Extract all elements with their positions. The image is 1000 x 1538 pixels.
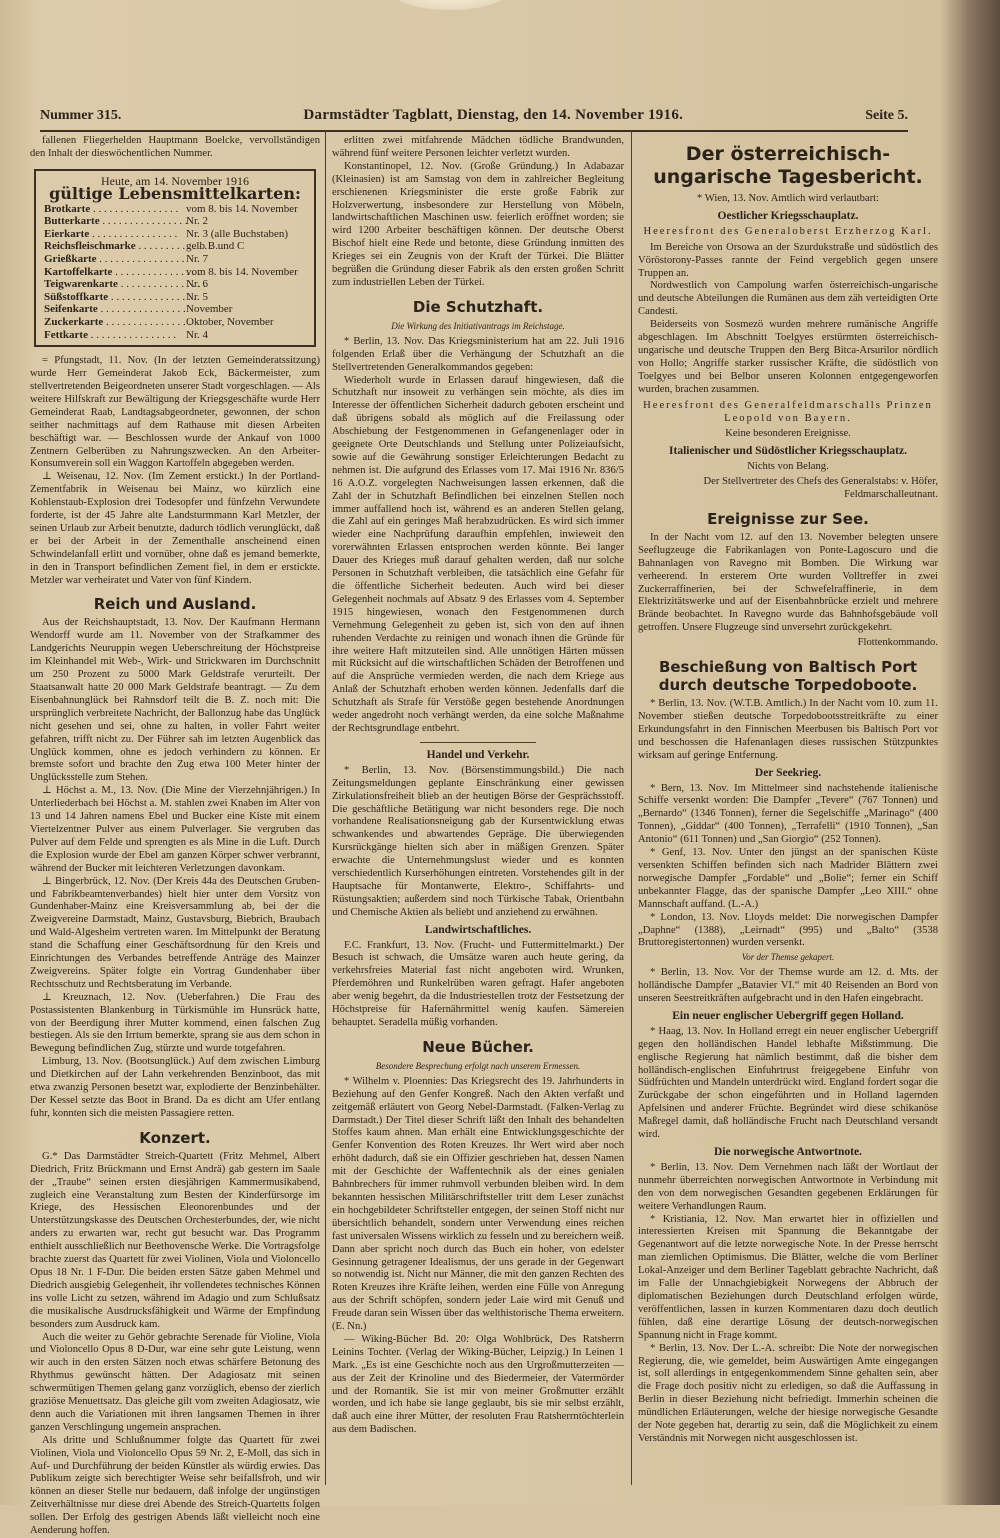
column-divider [325,130,326,1485]
subheading: Heeresfront des Generalfeldmarschalls Prinzen Leopold von Bayern. [643,399,933,424]
card-validity: Nr. 2 [186,215,208,228]
ration-card-row [44,215,306,228]
subheading: Der Seekrieg. [754,766,822,779]
ration-card-row [44,228,306,241]
card-validity: Oktober, November [186,315,274,328]
section-heading: Neue Bücher. [422,1037,534,1056]
article-paragraph: Beiderseits von Sosmezö wurden mehrere rumänische Angriffe abgeschlagen. Im Abschnitt Toelgyes erstürmten österreichisch-ungarische und deutsche Truppen den Berg Bitca-Arsurilor nördlich von Hollo; Angriffe starker russischer Kräfte, die südöstlich von Toelgyes und bei Belbor unseren Kolonnen entgegengeworfen wurden, brachen zusammen. [638,319,938,395]
article-paragraph: * Berlin, 13. Nov. Dem Vernehmen nach läßt der Wortlaut der nunmehr überreichten norwegischen Antwortnote in Verbindung mit den von dem norwegischen Gesandten gegebenen Erklärungen für weitere Verhandlungen Raum. [638,1161,938,1212]
subheading: Handel und Verkehr. [426,748,530,761]
section-rule [420,742,537,743]
card-name: Teigwarenkarte . . . [44,278,186,291]
section-heading: Die Schutzhaft. [412,297,544,316]
article-paragraph: ⊥ Kreuznach, 12. Nov. (Ueberfahren.) Die Frau des Postassistenten Blankenburg in Türkismühle im Hunsrück hatte, von der Beerdigung ihrer Mutter kommend, einen falschen Zug bestiegen. Als sie den Irrtum bemerkte, sprang sie aus dem schon in Bewegung befindlichen Zug, stürzte und wurde totgefahren. [30,991,320,1055]
article-paragraph: Im Bereiche von Orsowa an der Szurdukstraße und südöstlich des Vöröstorony-Passes rannte der Feind vergeblich gegen unsere Truppen an. [638,241,938,279]
card-validity: Nr. 5 [186,290,208,303]
section-heading: Der österreichisch-ungarische Tagesbericht. [653,143,923,188]
card-validity: gelb B und C [186,240,245,253]
ration-card-row [44,253,306,266]
card-validity: vom 8. bis 14. November [186,265,298,278]
column-1 [30,135,320,1537]
subheading: Italienischer und Südöstlicher Kriegsschauplatz. [669,445,907,458]
card-validity: Nr. 7 [186,253,208,265]
article-paragraph: * Bern, 13. Nov. Im Mittelmeer sind nachstehende italienische Schiffe versenkt worden: Die Dampfer „Tevere“ (767 Tonnen) und „Bernardo“ (1346 Tonnen), ferner die Segelschiffe „Marinago“ (400 Tonnen), „Giddar“ (400 Tonnen), „Terrafelli“ (1910 Tonnen), „San Antonio“ (611 Tonnen) und „San Giorgio“ (252 Tonnen). [638,782,938,846]
article-paragraph: = Pfungstadt, 11. Nov. (In der letzten Gemeinderatssitzung) wurde Herr Gemeinderat Jakob Eck, Bäckermeister, zum stellvertretenden Beigeordneten unserer Stadt vorgeschlagen. — Als weitere Hilfskraft zur Bewältigung der Kriegsgeschäfte wurde Herr Gemeinderat Raab, Landtagsabgeordneter, gewonnen, der schon seither nachmittags auf dem Rathause mit diesen Arbeiten beschäftigt war. — Beschlossen wurde der Ankauf von 1000 Zentnern Gelberüben zu Nahrungszwecken. An den Arbeiter-Konsumverein soll ein Waggon Kartoffeln abgegeben werden. [30,355,320,470]
article-paragraph: Wiederholt wurde in Erlassen darauf hingewiesen, daß die Schutzhaft nur insoweit zu verhängen sein möchte, als dies im Interesse der öffentlichen Sicherheit dadurch geboten erscheint und daß übrigens sobald als möglich auf die Freilassung oder Abschiebung der Festgenommenen in Gefangenenlager oder in geeignete Orte Deutschlands und Stellung unter Polizeiaufsicht, sowie auf die Gewährung sonstiger Erleichterungen Bedacht zu nehmen ist. Die aufgrund des Erlasses vom 17. Mai 1916 Nr. 836/5 16 A.O.Z. vorgelegten Nachweisungen lassen erkennen, daß die Zahl der in Schutzhaft Befindlichen bei einzelnen Stellen noch immer auffallend hoch ist, während es an anderen Stellen gelang, die Zahl auf ein geringes Maß herabzudrücken. Es wird sich immer wieder eine Nachprüfung daraufhin empfehlen, inwieweit den vorerwähnten Erlassen entsprochen werden könnte. Bei langer Dauer des Krieges muß darauf gehalten werden, daß nur solche Personen in Schutzhaft verbleiben, die tatsächlich eine Gefahr für die öffentliche Sicherheit bedeuten. Auch wird bei dieser Gelegenheit nochmals auf Absatz 9 des Erlasses vom 4. September 1915 hingewiesen, wonach den Festgenommenen durch Vernehmung Gelegenheit zu geben ist, sich von den auf ihnen ruhenden Verdachte zu reinigen und wonach ihnen die Gründe für ihre weitere Haft mitzuteilen sind. Alle unnötigen Härten müssen mit Rücksicht auf die wirtschaftlichen Schäden der Betroffenen und auf die Ansprüche vermieden werden, die nach dem Kriege aus Anlaß der Schutzhaft erhoben werden können. Jedenfalls darf die Schutzhaft als Strafe für Verstöße gegen bestehende Anordnungen weder angedroht noch verhängt werden, da eine solche Maßnahme der Rechtsgrundlage entbehrt. [332,374,624,734]
article-paragraph: fallenen Fliegerhelden Hauptmann Boelcke, vervollständigen den Inhalt der dieswöchentlichen Nummer. [30,135,320,159]
box-date: Heute, am 14. November 1916 [101,173,249,188]
ration-card-row [44,316,306,329]
section-heading: Beschießung von Baltisch Port durch deutsche Torpedoboote. [658,658,918,695]
ration-cards-box [34,169,316,347]
subheading: Ein neuer englischer Uebergriff gegen Holland. [672,1009,904,1022]
section-heading: Reich und Ausland. [93,595,257,614]
ration-card-row [44,329,306,342]
article-paragraph: Nordwestlich von Campolung warfen österreichisch-ungarische und deutsche Abteilungen die Rumänen aus dem zäh verteidigten Orte Candesti. [638,280,938,318]
subheading: Vor der Themse gekapert. [741,952,835,963]
article-paragraph: F.C. Frankfurt, 13. Nov. (Frucht- und Futtermittelmarkt.) Der Besuch ist schwach, die Umsätze waren auch heute gering, da verkehrsfreies Material fast nicht angeboten wird. Wrunken, Pferdemöhren und Runkelrüben waren gefragt. Hafer angeboten aber wenig begehrt, da die Industriestellen trotz der Festsetzung der Höchstpreise für Hafernährmittel wenig kaufen. Sämereien behauptet. Seradella müßig vorhanden. [332,939,624,1028]
article-paragraph: erlitten zwei mitfahrende Mädchen tödliche Brandwunden, während fünf weitere Personen leichter verletzt wurden. [332,135,624,159]
article-paragraph: * Wilhelm v. Ploennies: Das Kriegsrecht des 19. Jahrhunderts in Beziehung auf den Genfer Kongreß. Nach den Akten verfaßt und zeitgemäß erläutert von Georg Nebel-Darmstadt. (Falken-Verlag zu Darmstadt.) Der Titel dieser Schrift läßt den Inhalt des behandelten Stoffes kaum ahnen. Man erhält eine Entwicklungsgeschichte der Genfer Konvention des Roten Kreuzes. Ihr Wert wird aber noch erhöht dadurch, daß sie ein Offizier geschrieben hat, dessen Namen mit der Geschichte der Waffentechnik als der eines genialen Bahnbrechers für immer ruhmvoll verbunden bleiben wird. In dem bekannten hessischen Militärschriftsteller tritt dem Leser zunächst ein hochgebildeter Schriftsteller entgegen, der seinen Stoff nicht nur übersichtlich behandelt, sondern unter Verwendung eines reichen fast universalen Wissens wirklich zu fesseln und zu bereichern weiß. Dann aber spricht noch durch das Buch ein hoher, von edelster Gesinnung getragener Idealismus, der uns gerade in der Gegenwart so notwendig ist. Nicht nur Männer, die mit den ganzen Rechten des Roten Kreuzes ihre Kräfte leihen, werden eine Fülle von Anregung aus der Schrift schöpfen, sondern jeder Laie wird mit Genuß und Freude daran sein Wissen über das welthistorische Thema erweitern. (E. Nn.) [332,1075,624,1333]
subheading: Keine besonderen Ereignisse. [725,428,851,440]
subheading: Die norwegische Antwortnote. [714,1146,862,1158]
subheading: Heeresfront des Generaloberst Erzherzog Karl. [643,225,933,237]
masthead [40,80,908,132]
article-paragraph: ⊥ Bingerbrück, 12. Nov. (Der Kreis 44a des Deutschen Gruben- und Fabrikbeamtenverbandes) hielt hier unter dem Vorsitz von Gundenhaber-Mainz eine Kreisversammlung ab, bei der die Zweigvereine Darmstadt, Mainz, Gustavsburg, Biebrich, Braubach und Wald-Algesheim vertreten waren. Im Mittelpunkt der Beratung stand die Schaffung einer Geschäftsordnung für den Kreis und Einrichtungen des Verbandes betreffende Anträge des Mainzer Zweigvereins. Später folgte ein Vortrag Gundenhaber über Rechtsschutz und Rechtsberatung im Verbande. [30,875,320,990]
article-paragraph: Konstantinopel, 12. Nov. (Große Gründung.) In Adabazar (Kleinasien) ist am Samstag von dem in zahlreicher Begleitung erschienenen Kriegsminister die erste große Fabrik zur Holzverwertung, insbesondere zur Herstellung von Möbeln, landwirtschaftlichen Maschinen usw. feierlich eröffnet worden; sie wird 1200 Arbeiter beschäftigen können. Der deutsche Oberst Bischof hielt eine Rede und betonte, diese Gründung inmitten des Krieges sei ein Zeugnis von der Kraft der Türkei. Die Blätter begrüßen die Gründung dieser Fabrik als den ersten großen Schritt zum industriellen Leben der Türkei. [332,160,624,288]
card-name: Eierkarte . . . [44,228,186,241]
subheading: Besondere Besprechung erfolgt nach unserem Ermessen. [375,1060,581,1071]
article-paragraph: ⊥ Weisenau, 12. Nov. (Im Zement erstickt.) In der Portland-Zementfabrik in Weisenau bei Mainz, wo kürzlich eine Kohlenstaub-Explosion drei Todesopfer und fünfzehn Verwundete forderte, ist der 45 Jahre alte Landsturmmann Karl Metzler, der seinen Urlaub zur Arbeit benutzte, dadurch tödlich verunglückt, daß er bei der Arbeit in der Zementhalle anscheinend einen Schwindelanfall erlitt und vornüber, ohne daß es jemand bemerkte, in den in Transport befindlichen Zement fiel, in dem er erstickte. Metzler war verheiratet und Vater von fünf Kindern. [30,471,320,586]
card-name: Butterkarte . . . [44,215,186,228]
newspaper-title-date: Darmstädter Tagblatt, Dienstag, den 14. November 1916. [303,107,684,123]
page-number: Seite 5. [865,108,908,123]
column-2 [332,135,624,1485]
subheading: Der Stellvertreter des Chefs des Generalstabs: v. Höfer, Feldmarschalleutnant. [703,476,938,501]
article-paragraph: * Berlin, 13. Nov. Der L.-A. schreibt: Die Note der norwegischen Regierung, die, wie gemeldet, beim Auswärtigen Amte eingegangen ist, soll allerdings in entgegenkommendem Sinne gehalten sein, aber die Frage doch positiv nicht zu erledigen, so daß die Auffassung in Berlin in dieser Beziehung nicht befriedigt. Immerhin scheinen die mündlichen Erläuterungen, welche der hiesige norwegische Gesandte der Note gegeben hat, derartig zu sein, daß die Möglichkeit zu einem Verständnis mit Norwegen nicht ausgeschlossen ist. [638,1342,938,1444]
card-name: Süßstoffkarte . . . [44,291,186,304]
section-heading: Konzert. [139,1128,211,1147]
card-name: Brotkarte . . . [44,203,186,216]
card-name: Fettkarte . . . [44,329,186,342]
issue-number: Nummer 315. [40,108,122,123]
section-heading: Ereignisse zur See. [707,509,869,528]
subheading: Flottenkommando. [857,637,938,649]
subheading: Die Wirkung des Initiativantrags im Reichstage. [391,320,565,331]
card-name: Zuckerkarte . . . [44,316,186,329]
article-paragraph: * Kristiania, 12. Nov. Man erwartet hier in offiziellen und interessierten Kreisen mit Spannung die Bekanntgabe der Gegenantwort auf die letzte norwegische Note. In der Presse herrscht man ziemlichen Optimismus. Die Blätter, welche die vom Berliner Lokal-Anzeiger und dem Berliner Tageblatt gebrachte Nachricht, daß im Falle der Unnachgiebigkeit Norwegens der Abbruch der diplomatischen Beziehungen durch Deutschland erfolgen würde, veröffentlichen, lassen in kurzen Kommentaren dazu doch deutlich fühlen, daß eine derartige Lösung der deutsch-norwegischen Spannung nicht in Frage kommt. [638,1213,938,1341]
column-3 [638,135,938,1485]
column-divider [631,130,632,1485]
subheading: Nichts von Belang. [747,461,829,473]
ration-card-row [44,266,306,279]
article-paragraph: * Berlin, 13. Nov. (W.T.B. Amtlich.) In der Nacht vom 10. zum 11. November stießen deutsche Torpedobootsstreitkräfte zu einer Erkundungsfahrt in den Finnischen Meerbusen bis Baltisch Port vor und beschossen die Hafenanlagen dieses russischen Stützpunktes wirksam auf geringe Entfernung. [638,698,938,761]
card-name: Grießkarte . . . [44,253,186,266]
card-validity: Nr. 6 [186,278,208,291]
card-name: Kartoffelkarte . . . [44,266,186,279]
article-paragraph: ⊥ Höchst a. M., 13. Nov. (Die Mine der Vierzehnjährigen.) In Unterliederbach bei Höchst a. M. stahlen zwei Knaben im Alter von 13 und 14 Jahren namens Ebel und Bucker eine Kiste mit einem Viertelzentner Pulver aus einem Pulverlager. Sie vergruben das Pulver auf dem Felde und sprengten es als Mine in die Luft. Durch die Explosion wurde der Ebel am ganzen Körper schwer verbrannt, während der Bucker mit leichteren Verletzungen davonkam. [30,785,320,874]
ration-card-row [44,240,306,253]
article-paragraph: Auch die weiter zu Gehör gebrachte Serenade für Violine, Viola und Violoncello Opus 8 D-Dur, war eine sehr gute Leistung, wenn wir auch in den ersten Sätzen noch etwas schärfere Betonung des Rhythmus gewünscht hätten. Der Adagiosatz mit seinen schwermütigen Themen gelang ganz vorzüglich, ebenso der zierlich graziöse Menuettsatz. Das gleiche gilt vom zweiten Adagiosatz, wie denn auch die Variationen mit ihren langsamen Themen in ihrer ganzen Verschlingung ungemein ansprachen. [30,1331,320,1433]
card-validity: Nr. 4 [186,328,208,341]
light-glare [390,0,510,10]
article-paragraph: * Haag, 13. Nov. In Holland erregt ein neuer englischer Uebergriff gegen den holländischen Handel lebhafte Mißstimmung. Die englische Regierung hat nämlich bestimmt, daß die bisher dem holländisch-englischen Einfuhrtrust freigegebene Einfuhr von Südfrüchten und Mandeln unterdrückt wird. England fordert sogar die Zurückgabe der schon eingeführten und in Holland lagernden Apfelsinen und anderer Früchte. Begründet wird diese schikanöse Maßregel damit, daß holländische Frucht nach Deutschland versandt wird. [638,1025,938,1141]
article-paragraph: * Genf, 13. Nov. Unter den jüngst an der spanischen Küste versenkten Schiffen befinden sich nach Madrider Blättern zwei norwegische Dampfer „Fordable“ und „Bolie“; ferner ein Schiff unbekannter Flagge, das der spanische Dampfer „Leo XIII.“ ohne Mannschaft auffand. (L.-A.) [638,847,938,910]
article-paragraph: Aus der Reichshauptstadt, 13. Nov. Der Kaufmann Hermann Wendorff wurde am 11. November von der Strafkammer des Landgerichts Neuruppin wegen Ueberschreitung der Höchstpreise im Kleinhandel mit Web-, Wirk- und Strickwaren im Durchschnitt um 250 Prozent zu 5000 Mark Geldstrafe verurteilt. Der Staatsanwalt hatte 20 000 Mark Geldstrafe beantragt. — Zu dem Eisenbahnunglück bei Rahnsdorf teilt die B. Z. noch mit: Die ursprünglich verbreitete Nachricht, der Ballonzug habe das Unglück nicht gesehen und sei, ohne zu halten, in voller Fahrt weiter gefahren, trifft nicht zu. Der Führer sah im letzten Augenblick das Unglück kommen, ohne es jedoch verhindern zu können. Er bremste sofort und brachte den Zug etwa 100 Meter hinter der Unglücksstelle zum Stehen. [30,617,320,784]
card-validity: vom 8. bis 14. November [186,202,298,215]
article-paragraph: * Berlin, 13. Nov. Das Kriegsministerium hat am 22. Juli 1916 folgenden Erlaß über die Verhängung der Schutzhaft an die Stellvertretenden Generalkommandos gegeben: [332,335,624,373]
card-validity: Nr. 3 (alle Buchstaben) [186,227,289,240]
article-paragraph: * Berlin, 13. Nov. (Börsenstimmungsbild.) Die nach Zeitungsmeldungen geplante Einschränkung einer gewissen Zirkulationsfreiheit blieb an der heutigen Börse der Gesprächsstoff. Die geschäftliche Betätigung war nicht besonders rege. Die noch vorhandene Realisationsneigung gab der Kursentwicklung etwas schwankendes und abwartendes Gepräge. Die überwiegenden Kursrückgänge hielten sich aber in mäßigen Grenzen. Später erwachte die Unternehmungslust wieder und es konnten verschiedentlich Kurserhöhungen eintreten. Vorstehendes gilt in der Hauptsache für Montanwerte, Elektro-, Schiffahrts- und Rüstungsaktien; außerdem sind noch Türkische Tabak, Orientbahn und Chemische Aktien als beliebt und anziehend zu erwähnen. [332,764,624,918]
card-name: Reichsfleischmarke . . . [44,240,186,253]
ration-card-row [44,278,306,291]
card-validity: November [186,303,233,316]
article-paragraph: In der Nacht vom 12. auf den 13. November belegten unsere Seeflugzeuge die Fabrikanlagen von Ponte-Lagoscuro und die Bahnanlagen von Ravegno mit Bomben. Die Wirkung war verheerend. In ersterem Orte wurden Volltreffer in zwei Zuckerraffinerien, bei der Schwefelraffinerie, in dem Elektrizitätswerke und auf der Eisenbahnbrücke erzielt und mehrere Brände beobachtet. In Ravegno wurde das Bahnhofsgebäude voll getroffen. Unsere Flugzeuge sind unversehrt zurückgekehrt. [638,531,938,634]
article-paragraph: — Wiking-Bücher Bd. 20: Olga Wohlbrück, Des Ratsherrn Leinins Tochter. (Verlag der Wiking-Bücher, Leipzig.) In Leinen 1 Mark. „Es ist eine Geschichte noch aus den Urgroßmutterzeiten — aus der Zeit der Krinoline und des Biedermeier, der Vatermörder und der Romantik. Sie ist mir von meiner Großmutter erzählt worden, und ich habe sie lange geglaubt, bis sie mir selbst erzählt, daß auch eine ihrer Mütter, der resoluten Frau Ratsherrntöchterlein aus dem Badischen. [332,1333,624,1436]
ration-card-row [44,291,306,304]
subheading: Landwirtschaftliches. [424,923,532,936]
ration-card-row [44,203,306,216]
box-title: gültige Lebensmittelkarten: [49,183,301,203]
ration-card-row [44,303,306,316]
article-paragraph: * London, 13. Nov. Lloyds meldet: Die norwegischen Dampfer „Daphne“ (1388), „Leirnadt“ (995) und „Balto“ (3538 Bruttoregistertonnen) wurden versenkt. [638,911,938,949]
subheading: * Wien, 13. Nov. Amtlich wird verlautbart: [697,193,879,204]
article-paragraph: Limburg, 13. Nov. (Bootsunglück.) Auf dem zwischen Limburg und Dietkirchen auf der Lahn verkehrenden Benzinboot, das mit etwa zwanzig Personen besetzt war, explodierte der Benzinbehälter. Der Kessel setzte das Boot in Brand. Da es dicht am Ufer entlang fuhr, konnten sich die meisten Passagiere retten. [30,1056,320,1119]
article-paragraph: Als dritte und Schlußnummer folgte das Quartett für zwei Violinen, Viola und Violoncello Opus 59 Nr. 2, E-Moll, das sich in Auf- und Durchführung der beiden Künstler als würdig erwies. Das Publikum zeigte sich berechtigter Weise sehr beifallsfroh, und wir können an dieser Stelle nur bedauern, daß infolge der ungünstigen Zeitverhältnisse nur diese drei Abende des Streich-Quartetts folgen sollen. Der Erfolg des gestrigen Abends läßt vielleicht noch eine Aenderung hoffen. [30,1434,320,1537]
article-paragraph: G.* Das Darmstädter Streich-Quartett (Fritz Mehmel, Albert Diedrich, Fritz Brückmann und Ernst Andrä) gab gestern im Saale der „Traube“ seinen ersten diesjährigen Kammermusikabend, zugleich eine Veranstaltung zum Besten der Kinderfürsorge im Kriege, des Hessischen Eleonorenbundes und der Unterstützungskasse des Deutschen Orchesterbundes, der, wie nicht anders zu erwarten war, recht gut besucht war. Das Programm enthielt ausschließlich nur Beethovensche Werke. Die Vortragsfolge brachte zuerst das Quartett für zwei Violinen, Viola und Violoncello Opus 18 Nr. 1 F-Dur. Die beiden ersten Sätze gaben Mehmel und Diedrich ausgiebig Gelegenheit, ihr vollendetes technisches Können ins volle Licht zu setzen, während im Adagio und zum Schlußsatz die musikalische Ausdrucksfähigkeit und Wärme der Empfindung besonders zum Ausdruck kam. [30,1150,320,1330]
card-name: Seifenkarte . . . [44,303,186,316]
article-paragraph: * Berlin, 13. Nov. Vor der Themse wurde am 12. d. Mts. der holländische Dampfer „Batavier VI.“ mit 40 Reisenden an Bord von unseren Seestreitkräften aufgebracht und in den Hafen eingebracht. [638,967,938,1005]
subheading: Oestlicher Kriegsschauplatz. [717,209,859,222]
